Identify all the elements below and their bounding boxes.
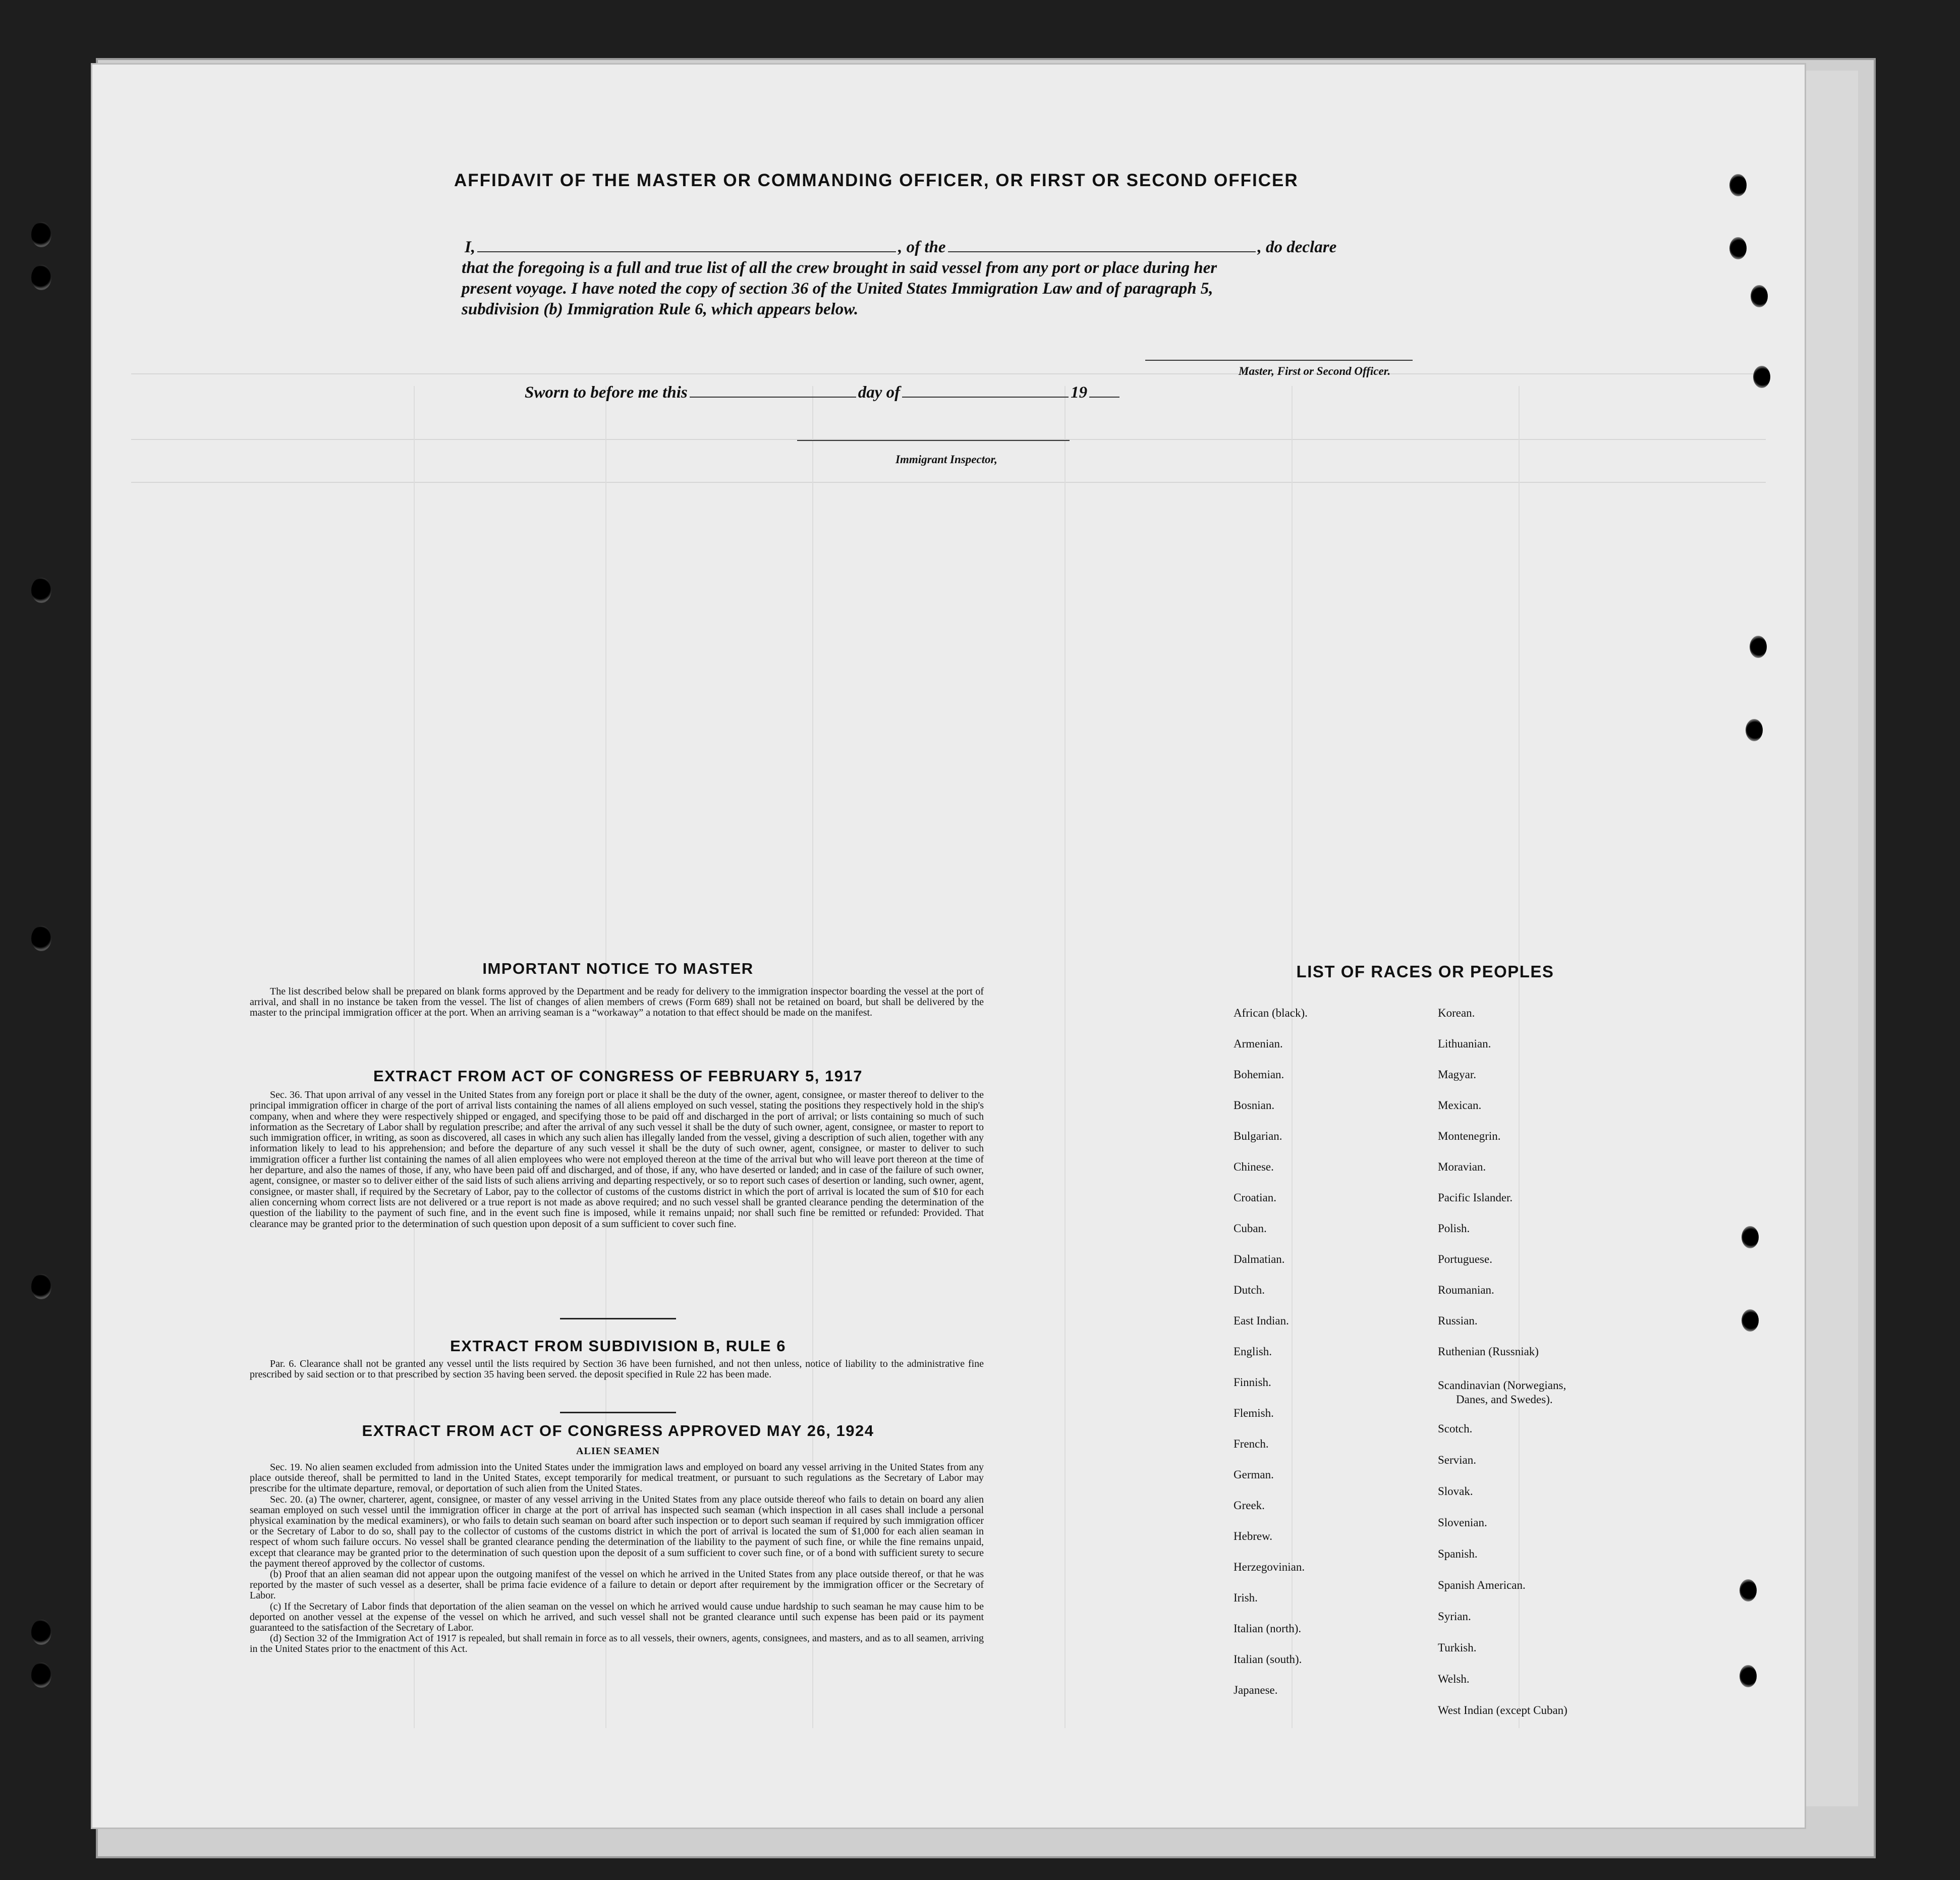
sworn-line: [525, 383, 1122, 402]
race-item: Irish.: [1234, 1591, 1258, 1604]
extract-1924-body: [250, 1462, 984, 1655]
punch-hole: [31, 222, 51, 247]
race-item: Bulgarian.: [1234, 1130, 1282, 1142]
races-title: LIST OF RACES OR PEOPLES: [1296, 962, 1554, 981]
sworn-date-blank[interactable]: [690, 383, 856, 398]
affidavit-text-fragment: I,: [465, 238, 476, 256]
extract-1924-paragraph: (d) Section 32 of the Immigration Act of 1917 is repealed, but shall remain in force as to all vessels, their owners, agents, consignees, and masters, and as to all seamen, arriving in the United States prior to the enactment of this Act.: [250, 1633, 984, 1655]
race-item: Montenegrin.: [1438, 1130, 1501, 1142]
race-item: Chinese.: [1234, 1160, 1274, 1173]
punch-hole: [1742, 1309, 1759, 1332]
race-item: Bosnian.: [1234, 1099, 1275, 1112]
race-item: Portuguese.: [1438, 1253, 1492, 1265]
sworn-year-label: 19: [1071, 383, 1088, 402]
race-item: Moravian.: [1438, 1160, 1486, 1173]
race-item: Croatian.: [1234, 1191, 1276, 1204]
extract-1924-paragraph: (c) If the Secretary of Labor finds that deportation of the alien seaman on the vessel on which he arrived would cause undue hardship to such seaman he may cause him to be deported on another vessel at the expense of the vessel on which he arrived, and such vessel shall not be granted clearance until such expense has been paid or its payment guaranteed to the satisfaction of the Secretary of Labor.: [250, 1600, 984, 1634]
section-divider: [560, 1412, 676, 1413]
extract-rule6-body: Par. 6. Clearance shall not be granted any vessel until the lists required by Section 36 have been furnished, and not then unless, notice of liability to the administrative fine prescribed by said section or to that prescribed by section 35 having been served. the deposit specified in Rule 22 has been made.: [250, 1358, 984, 1380]
race-item: German.: [1234, 1468, 1274, 1481]
race-item: Korean.: [1438, 1007, 1475, 1019]
race-item: Armenian.: [1234, 1037, 1283, 1050]
master-signature-line[interactable]: [1145, 360, 1413, 361]
punch-hole: [1740, 1665, 1757, 1687]
punch-hole: [1746, 719, 1763, 741]
race-item: Scandinavian (Norwegians,: [1438, 1379, 1566, 1392]
affidavit-line: [462, 237, 1410, 258]
show-through-rule: [131, 373, 1766, 374]
extract-1924-paragraph: (b) Proof that an alien seaman did not appear upon the outgoing manifest of the vessel on which he arrived in the United States from any place outside thereof, or that he was reported by the master of such vessel as a deserter, shall be prima facie evidence of a failure to detain or deport after requirement by the immigration officer or the Secretary of Labor.: [250, 1569, 984, 1601]
inspector-signature-line[interactable]: [797, 440, 1070, 441]
extract-rule6-title: EXTRACT FROM SUBDIVISION B, RULE 6: [450, 1337, 786, 1355]
race-item: Dalmatian.: [1234, 1253, 1285, 1265]
race-item: English.: [1234, 1345, 1272, 1358]
race-item: Dutch.: [1234, 1284, 1265, 1296]
show-through-rule: [131, 482, 1766, 483]
extract-1924-paragraph: Sec. 19. No alien seamen excluded from admission into the United States under the immigration laws and employed on board any vessel arriving in the United States from any place outside thereof, shall be permitted to land in the United States, except temporarily for medical treatment, or pursuant to such regulations as the Secretary of Labor may prescribe for the ultimate departure, removal, or deportation of such alien from the United States.: [250, 1462, 984, 1495]
race-item: French.: [1234, 1437, 1269, 1450]
race-item: Syrian.: [1438, 1610, 1471, 1623]
race-item: Russian.: [1438, 1314, 1478, 1327]
sworn-day-label: day of: [858, 383, 901, 402]
affidavit-text: [462, 237, 1410, 320]
race-item: East Indian.: [1234, 1314, 1289, 1327]
race-item: Bohemian.: [1234, 1068, 1284, 1081]
race-item: Magyar.: [1438, 1068, 1477, 1081]
affidavit-line: present voyage. I have noted the copy of section 36 of the United States Immigration Law and of paragraph 5,: [462, 280, 1213, 298]
punch-hole: [31, 578, 51, 603]
race-item: Turkish.: [1438, 1641, 1477, 1654]
punch-hole: [1729, 237, 1747, 259]
race-item: Mexican.: [1438, 1099, 1482, 1112]
extract-1917-title: EXTRACT FROM ACT OF CONGRESS OF FEBRUARY 5, 1917: [373, 1067, 863, 1085]
affidavit-title: AFFIDAVIT OF THE MASTER OR COMMANDING OFFICER, OR FIRST OR SECOND OFFICER: [454, 171, 1299, 190]
race-item: African (black).: [1234, 1007, 1308, 1019]
master-signature-label: Master, First or Second Officer.: [1239, 365, 1391, 377]
punch-hole: [31, 1620, 51, 1645]
race-item: Roumanian.: [1438, 1284, 1494, 1296]
extract-1917-body: Sec. 36. That upon arrival of any vessel in the United States from any foreign port or place it shall be the duty of the owner, agent, consignee, or master thereof to deliver to the principal immigration officer in charge of the port of arrival lists containing the names of all aliens employed on such vessel, stating the positions they respectively hold in the ship's company, when and where they were respectively shipped or engaged, and specifying those to be paid off and discharged in the port of arrival; or lists containing so much of such information as the Secretary of Labor shall by regulation prescribe; and after the arrival of any such vessel it shall be the duty of such owner, agent, consignee, or master to report to such immigration officer, in writing, as soon as discovered, all cases in which any such alien has illegally landed from the vessel, giving a description of such alien, together with any information likely to lead to his apprehension; and before the departure of any such vessel it shall be the duty of such owner, agent, consignee, or master to deliver to such immigration officer a further list containing the names of all alien employees who were not employed thereon at the time of the arrival but who will leave port thereon at the time of her departure, and also the names of those, if any, who have been paid off and discharged, and of those, if any, who have deserted or landed; and in case of the failure of such owner, agent, consignee, or master so to deliver either of the said lists of such aliens arriving and departing respectively, or so to report such cases of desertion or landing, such owner, agent, consignee, or master shall, if required by the Secretary of Labor, pay to the collector of customs of the customs district in which the port of arrival is located the sum of $10 for each alien concerning whom correct lists are not delivered or a true report is not made as above required; and no such vessel shall be granted clearance pending the determination of the question of the liability to the payment of such fine, and in the event such fine is imposed, while it remains unpaid; nor shall such fine be remitted or refunded: Provided. That clearance may be granted prior to the determination of such question upon deposit of a sum sufficient to cover such fine.: [250, 1089, 984, 1230]
race-item: Lithuanian.: [1438, 1037, 1491, 1050]
race-item: Welsh.: [1438, 1673, 1470, 1685]
show-through-rule: [1292, 386, 1293, 1728]
race-item: Slovenian.: [1438, 1516, 1487, 1529]
name-blank[interactable]: [477, 238, 896, 252]
race-item: Polish.: [1438, 1222, 1470, 1235]
notice-body: The list described below shall be prepared on blank forms approved by the Department and be ready for delivery to the immigration inspector boarding the vessel at the port of arrival, and shall in no instance be taken from the vessel. The list of changes of alien members of crews (Form 689) shall not be retained on board, but shall be delivered by the master to the principal immigration officer at the port. When an arriving seaman is a “workaway” a notation to that effect should be made on the manifest.: [250, 986, 984, 1018]
race-item: Greek.: [1234, 1499, 1265, 1512]
race-item: Japanese.: [1234, 1684, 1278, 1696]
race-item: Ruthenian (Russniak): [1438, 1345, 1539, 1358]
race-item: Italian (north).: [1234, 1622, 1302, 1635]
affidavit-line: subdivision (b) Immigration Rule 6, which appears below.: [462, 300, 859, 318]
punch-hole: [1742, 1226, 1759, 1248]
race-item: Spanish.: [1438, 1547, 1478, 1560]
race-item: Servian.: [1438, 1454, 1477, 1466]
sworn-year-blank[interactable]: [1089, 383, 1119, 398]
race-item: Cuban.: [1234, 1222, 1267, 1235]
show-through-rule: [1519, 386, 1520, 1728]
punch-hole: [31, 1274, 51, 1299]
extract-1924-subtitle: ALIEN SEAMEN: [576, 1446, 660, 1457]
race-item: Finnish.: [1234, 1376, 1271, 1389]
race-item: West Indian (except Cuban): [1438, 1704, 1567, 1717]
affidavit-text-fragment: , do declare: [1257, 238, 1337, 256]
race-item: Herzegovinian.: [1234, 1561, 1305, 1573]
inspector-signature-label: Immigrant Inspector,: [895, 453, 997, 466]
punch-hole: [1740, 1579, 1757, 1601]
race-item: Scotch.: [1438, 1422, 1473, 1435]
punch-hole: [1750, 636, 1767, 658]
affidavit-line: that the foregoing is a full and true list of all the crew brought in said vessel from any port or place during her: [462, 259, 1217, 277]
race-item: Hebrew.: [1234, 1530, 1273, 1542]
vessel-blank[interactable]: [948, 238, 1256, 252]
sworn-month-blank[interactable]: [902, 383, 1069, 398]
punch-hole: [31, 265, 51, 290]
punch-hole: [31, 926, 51, 951]
punch-hole: [31, 1663, 51, 1688]
extract-1924-paragraph: Sec. 20. (a) The owner, charterer, agent, consignee, or master of any vessel arriving in the United States from any place outside thereof who fails to detain on board any alien seaman employed on such vessel until the immigration officer in charge at the port of arrival has inspected such seaman (which inspection in all cases shall include a personal physical examination by the medical examiners), or who fails to detain such seaman on board after such inspection or to deport such seaman if required by such immigration officer or the Secretary of Labor to do so, shall pay to the collector of customs of the customs district in which the port of arrival is located the sum of $1,000 for each alien seaman in respect of whom such failure occurs. No vessel shall be granted clearance pending the determination of the liability to the payment of such fine, or while the fine remains unpaid, except that clearance may be granted prior to the determination of such question upon the deposit of a sum sufficient to cover such fine, or of a bond with sufficient surety to secure the payment thereof approved by the collector of customs.: [250, 1494, 984, 1569]
race-item: Slovak.: [1438, 1485, 1473, 1498]
section-divider: [560, 1318, 676, 1319]
race-item: Danes, and Swedes).: [1456, 1393, 1553, 1406]
punch-hole: [1729, 174, 1747, 196]
extract-1924-title: EXTRACT FROM ACT OF CONGRESS APPROVED MAY 26, 1924: [362, 1422, 874, 1440]
race-item: Flemish.: [1234, 1407, 1274, 1419]
sworn-prefix: Sworn to before me this: [525, 383, 688, 402]
notice-title: IMPORTANT NOTICE TO MASTER: [482, 960, 754, 977]
punch-hole: [1751, 285, 1768, 307]
affidavit-text-fragment: , of the: [898, 238, 946, 256]
race-item: Spanish American.: [1438, 1579, 1526, 1591]
race-item: Pacific Islander.: [1438, 1191, 1513, 1204]
punch-hole: [1753, 366, 1770, 388]
show-through-rule: [1065, 386, 1066, 1728]
race-item: Italian (south).: [1234, 1653, 1302, 1666]
